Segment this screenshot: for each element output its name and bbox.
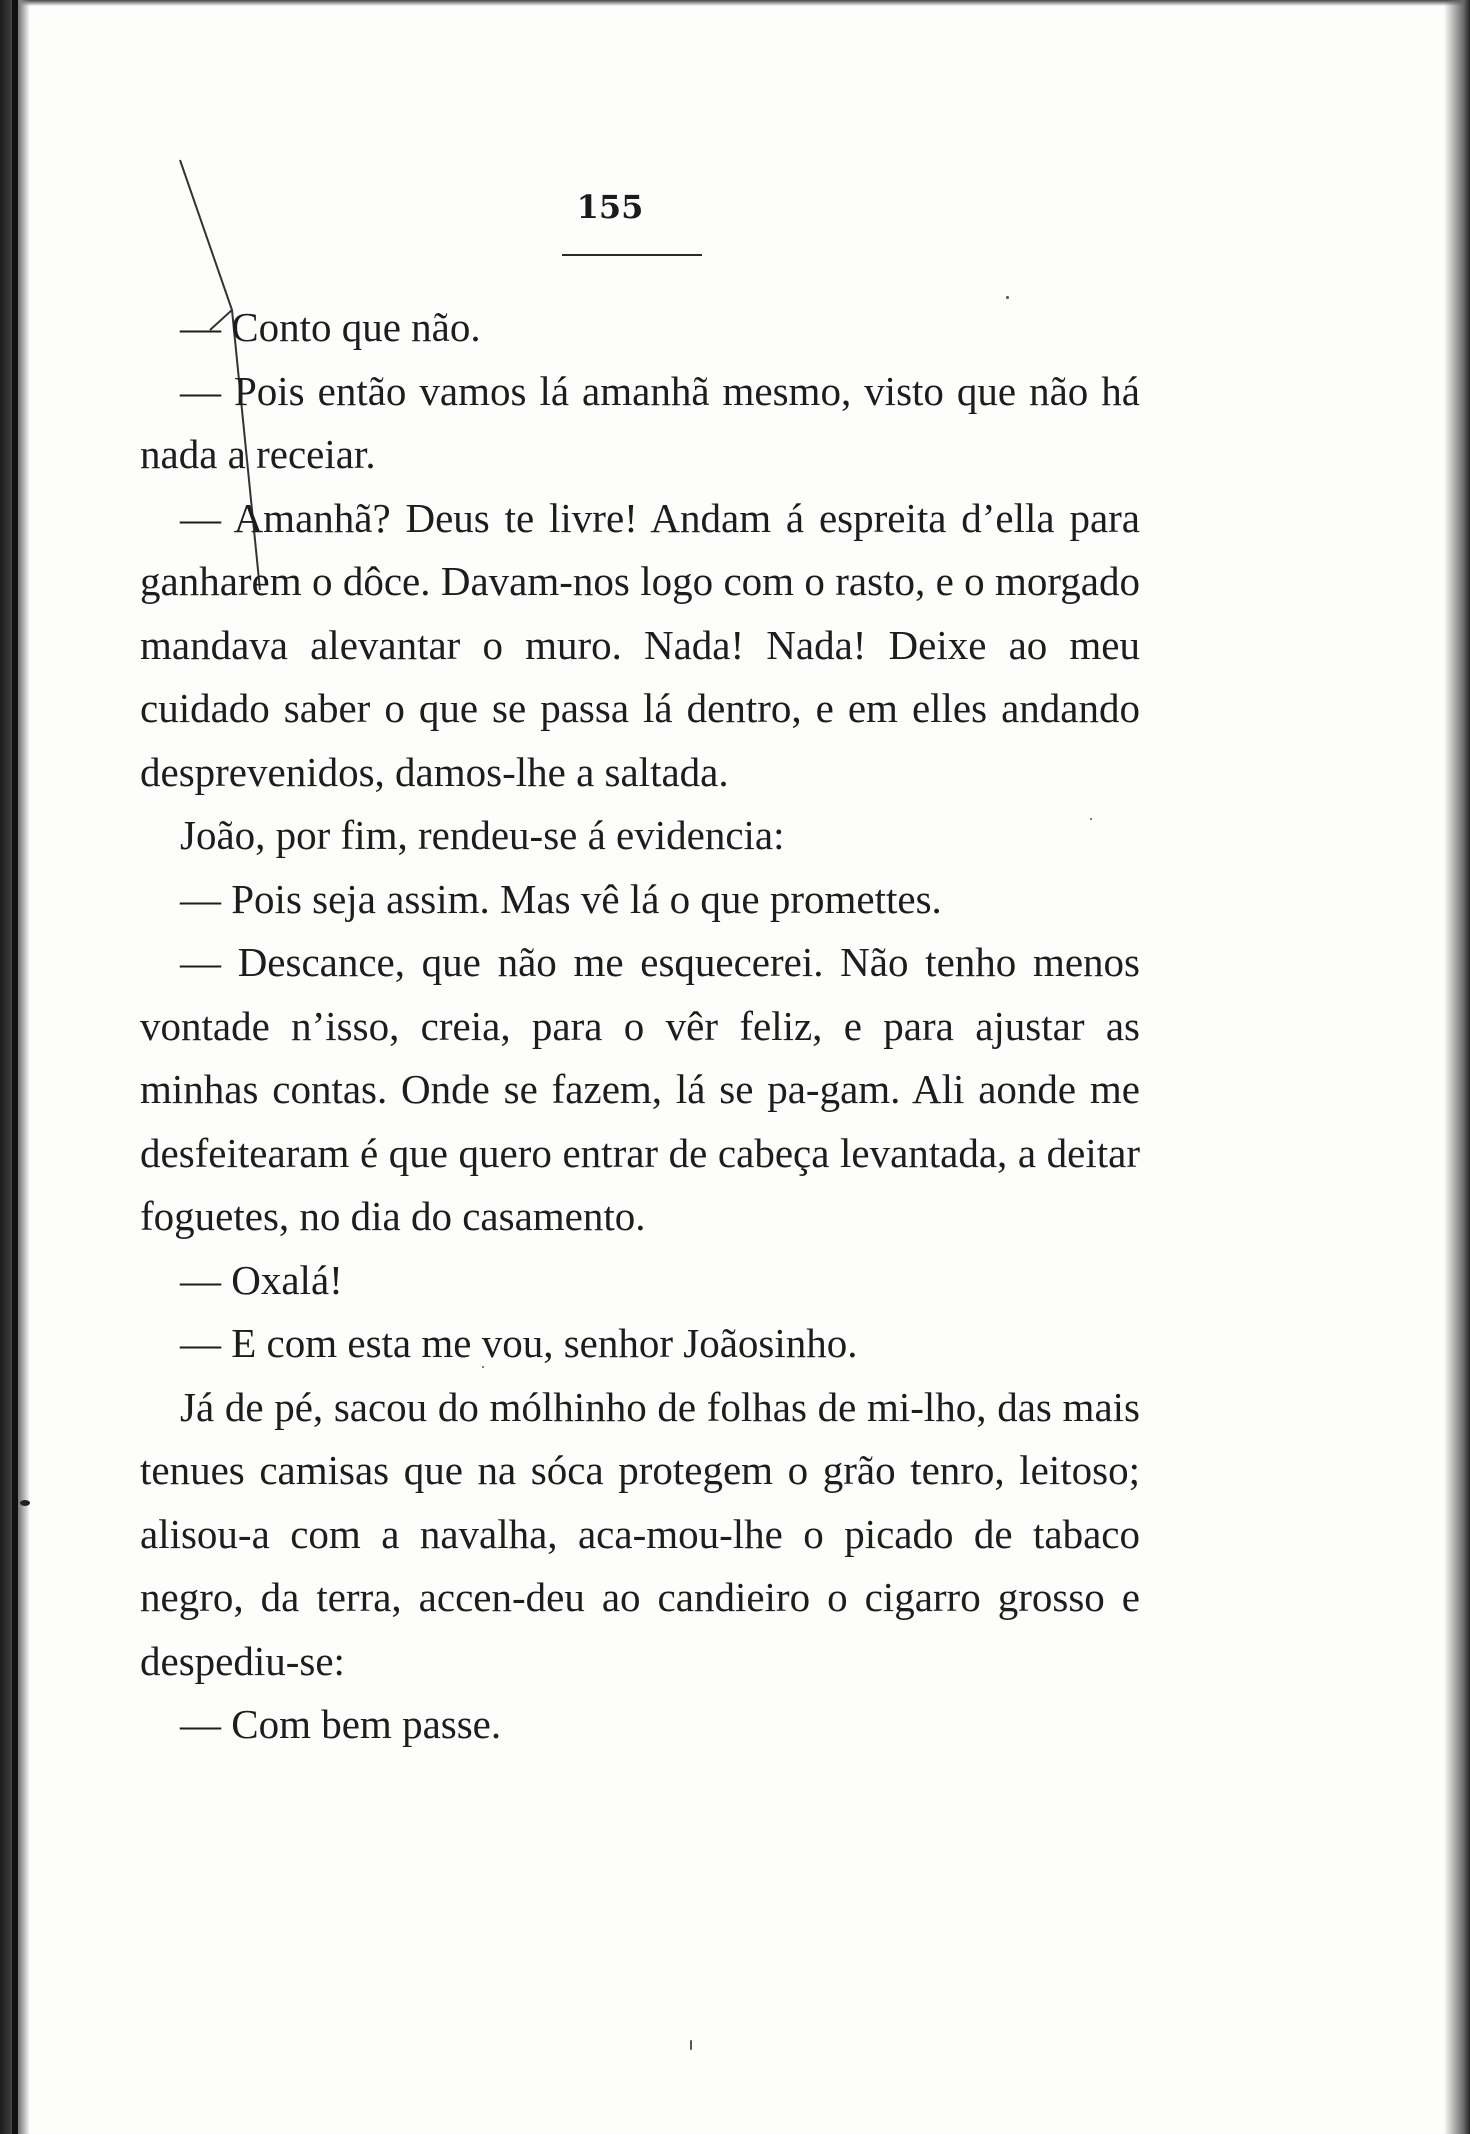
- paper-speck: [20, 1500, 30, 1506]
- page-number: 155: [576, 188, 644, 226]
- paper-speck: [1006, 296, 1009, 299]
- paragraph: João, por fim, rendeu-se á evidencia:: [180, 812, 785, 858]
- paragraph: Já de pé, sacou do mólhinho de folhas de mi-lho, das mais tenues camisas que na sóca protegem o grão tenro, leitoso; alisou-a com a navalha, aca-mou-lhe o picado de tabaco negro, da terra, accen-deu ao candieiro o cigarro grosso e despediu-se:: [140, 1383, 1140, 1684]
- binding-edge: [12, 0, 18, 2134]
- body-text: [140, 296, 1140, 1757]
- paper-speck: [690, 2040, 692, 2050]
- paragraph: — Descance, que não me esquecerei. Não tenho menos vontade n’isso, creia, para o vêr feliz, e para ajustar as minhas contas. Onde se fazem, lá se pa-gam. Ali aonde me desfeitearam é que quero entrar de cabeça levantada, a deitar foguetes, no dia do casamento.: [140, 939, 1140, 1239]
- paragraph: — Conto que não.: [180, 304, 481, 350]
- page-top-edge: [0, 0, 1470, 6]
- paragraph: — Pois seja assim. Mas vê lá o que promettes.: [180, 875, 942, 922]
- paragraph: — Com bem passe.: [180, 1701, 502, 1747]
- paragraph: — Pois então vamos lá amanhã mesmo, visto que não há nada a receiar.: [140, 367, 1140, 477]
- paragraph: — Amanhã? Deus te livre! Andam á espreita d’ella para ganharem o dôce. Davam-nos logo com o rasto, e o morgado mandava alevantar o muro. Nada! Nada! Deixe ao meu cuidado saber o que se passa lá dentro, e em elles andando desprevenidos, damos-lhe a saltada.: [140, 494, 1140, 795]
- paragraph: — Oxalá!: [180, 1256, 343, 1303]
- paper-speck: [482, 1366, 484, 1368]
- header-rule: [562, 254, 702, 256]
- page-right-edge: [1444, 0, 1470, 2134]
- paper-speck: [1090, 818, 1092, 820]
- paragraph: — E com esta me vou, senhor Joãosinho.: [180, 1320, 858, 1366]
